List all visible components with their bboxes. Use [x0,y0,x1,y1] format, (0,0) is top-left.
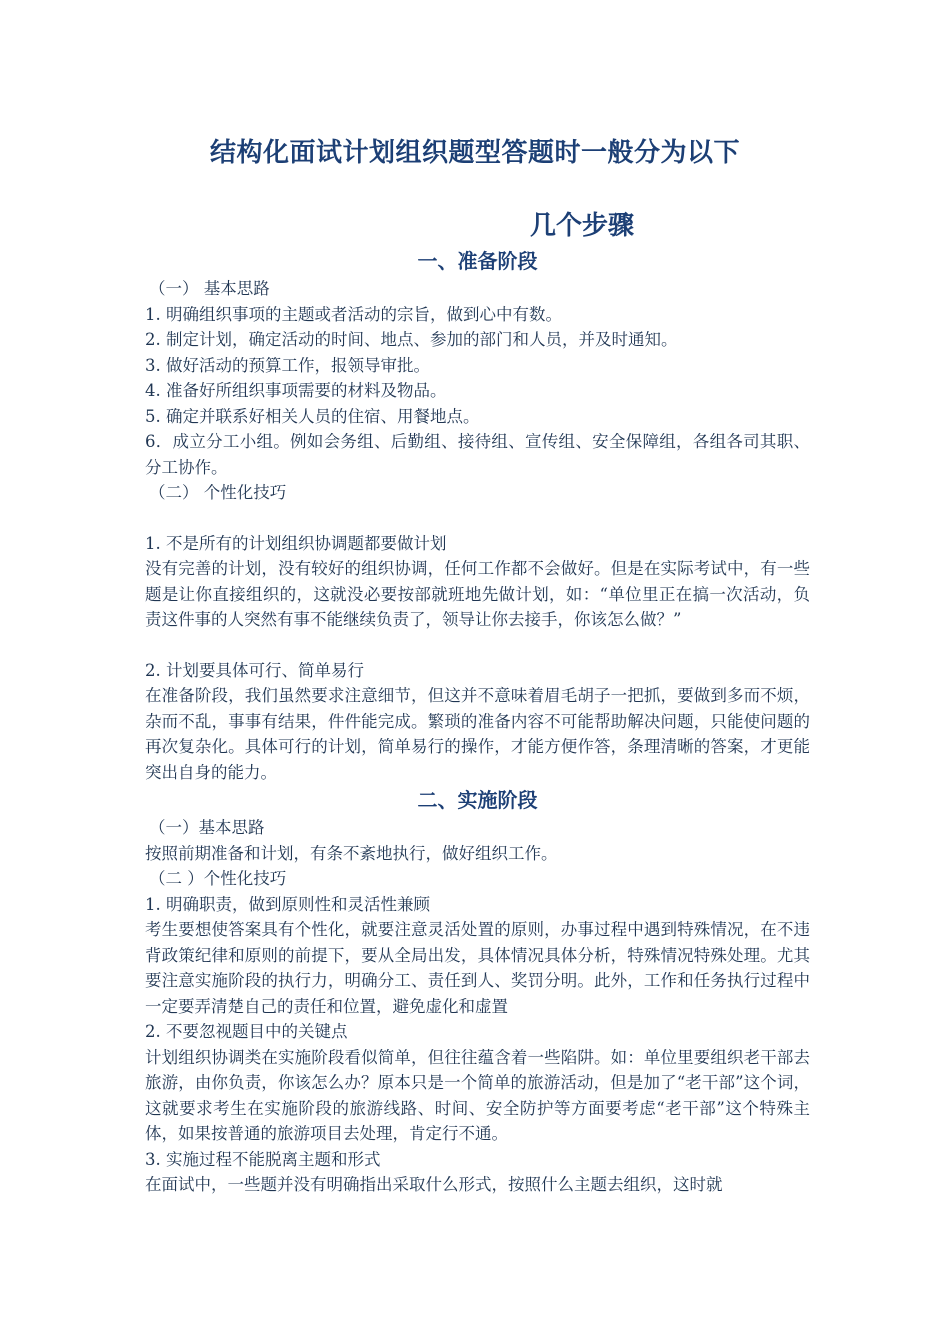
section2-tip3-text: 在面试中，一些题并没有明确指出采取什么形式，按照什么主题去组织，这时就 [145,1175,723,1194]
section2-tip3-title: 3. 实施过程不能脱离主题和形式 [145,1149,381,1169]
list-item: 6．成立分工小组。例如会务组、后勤组、接待组、宣传组、安全保障组，各组各司其职、分工协作。 [145,432,810,477]
section2-tip2-text: 计划组织协调类在实施阶段看似简单，但往往蕴含着一些陷阱。如：单位里要组织老干部去旅游，由你负责，你该怎么办？原本只是一个简单的旅游活动，但是加了“老干部”这个词，这就要求考生在实施阶段的旅游线路、时间、安全防护等方面要考虑“老干部”这个特殊主体，如果按普通的旅游项目去处理，肯定行不通。 [145,1047,810,1143]
section2-sub1: （一）基本思路 [149,818,265,837]
section1-tip1-title: 1. 不是所有的计划组织协调题都要做计划 [145,533,447,553]
document-title-line2: 几个步骤 [530,211,635,241]
list-item: 1. 明确组织事项的主题或者活动的宗旨，做到心中有数。 [145,304,562,324]
section1-tip2-text: 在准备阶段，我们虽然要求注意细节，但这并不意味着眉毛胡子一把抓，要做到多而不烦，杂而不乱，事事有结果，件件能完成。繁琐的准备内容不可能帮助解决问题，只能使问题的再次复杂化。具体可行的计划，简单易行的操作，才能方便作答，条理清晰的答案，才更能突出自身的能力。 [145,686,810,782]
section2-basic-text: 按照前期准备和计划，有条不紊地执行，做好组织工作。 [145,843,558,863]
section2-heading: 二、实施阶段 [417,788,538,812]
section1-tip1-text: 没有完善的计划，没有较好的组织协调，任何工作都不会做好。但是在实际考试中，有一些题是让你直接组织的，这就没必要按部就班地先做计划，如：“单位里正在搞一次活动，负责这件事的人突然有事不能继续负责了，领导让你去接手，你该怎么做？” [145,559,810,629]
section2-tip1-text: 考生要想使答案具有个性化，就要注意灵活处置的原则，办事过程中遇到特殊情况，在不违背政策纪律和原则的前提下，要从全局出发，具体情况具体分析，特殊情况特殊处理。尤其要注意实施阶段的执行力，明确分工、责任到人、奖罚分明。此外，工作和任务执行过程中一定要弄清楚自己的责任和位置，避免虚化和虚置 [145,920,810,1016]
section1-sub2: （二） 个性化技巧 [149,483,287,502]
list-item: 3. 做好活动的预算工作，报领导审批。 [145,355,430,375]
section1-sub1: （一） 基本思路 [149,279,270,298]
list-item: 4. 准备好所组织事项需要的材料及物品。 [145,381,447,400]
document-title-line1: 结构化面试计划组织题型答题时一般分为以下 [209,138,740,168]
list-item: 5. 确定并联系好相关人员的住宿、用餐地点。 [145,406,480,426]
section2-sub2: （二 ）个性化技巧 [149,869,287,888]
list-item: 2. 制定计划，确定活动的时间、地点、参加的部门和人员，并及时通知。 [145,330,678,349]
section2-tip1-title: 1. 明确职责，做到原则性和灵活性兼顾 [145,894,430,914]
section2-tip2-title: 2. 不要忽视题目中的关键点 [145,1022,348,1041]
section1-heading: 一、准备阶段 [417,249,538,273]
section1-tip2-title: 2. 计划要具体可行、简单易行 [145,660,364,680]
document-body [145,246,810,1198]
